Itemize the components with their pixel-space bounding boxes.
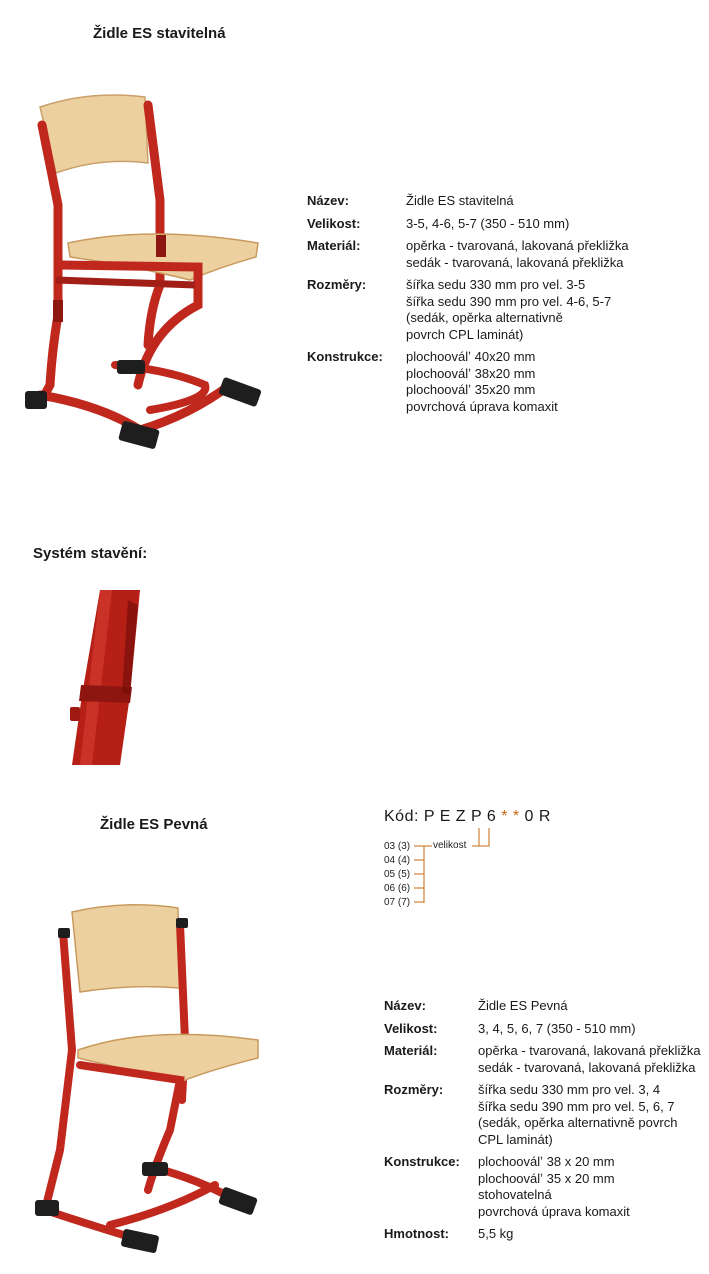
product-code-label: Kód: — [384, 808, 424, 825]
spec-row-dimensions — [384, 1082, 701, 1148]
product-code — [384, 808, 551, 826]
code-size-03: 03 (3) — [384, 841, 411, 852]
spec-value: povrchová úprava komaxit — [406, 398, 558, 414]
system-heading: Systém stavění: — [33, 545, 148, 562]
spec-key: Rozměry: — [307, 277, 367, 292]
code-size-06: 06 (6) — [384, 883, 411, 894]
spec-key: Velikost: — [384, 1020, 438, 1036]
code-size-05: 05 (5) — [384, 869, 411, 880]
spec-value: povrchová úprava komaxit — [478, 1203, 630, 1219]
chair2-title: Židle ES Pevná — [100, 816, 208, 833]
spec-value: plochooválʼ 38x20 mm — [406, 365, 536, 381]
spec-row-construction — [307, 349, 629, 415]
spec-value: plochooválʼ 40x20 mm — [406, 349, 536, 364]
spec-value: plochooválʼ 35x20 mm — [406, 382, 536, 397]
spec-value: Židle ES stavitelná — [406, 193, 514, 208]
spec-value: plochooválʼ 38 x 20 mm — [478, 1154, 615, 1169]
spec-value: Židle ES Pevná — [478, 998, 568, 1013]
chair1-title: Židle ES stavitelná — [93, 25, 226, 42]
spec-row-size — [307, 216, 629, 233]
spec-row-size — [384, 1021, 701, 1038]
spec-row-weight — [384, 1226, 701, 1243]
chair2-specs — [384, 998, 701, 1249]
spec-key: Konstrukce: — [307, 349, 383, 364]
spec-row-name — [307, 193, 629, 210]
spec-value: opěrka - tvarovaná, lakovaná překližka — [406, 238, 629, 253]
spec-key: Rozměry: — [384, 1082, 444, 1097]
code-size-label: velikost — [433, 840, 467, 851]
spec-value: šířka sedu 330 mm pro vel. 3-5 — [406, 277, 586, 292]
product-code-variable: * * — [501, 808, 520, 825]
spec-value: 3, 4, 5, 6, 7 (350 - 510 mm) — [478, 1020, 636, 1036]
spec-key: Materiál: — [307, 238, 361, 253]
spec-value: plochooválʼ 35 x 20 mm — [478, 1170, 615, 1186]
spec-row-name — [384, 998, 701, 1015]
product-code-prefix: P E Z P 6 — [423, 808, 502, 825]
spec-row-dimensions — [307, 277, 629, 343]
chair2-image — [30, 900, 265, 1265]
chair1-specs — [307, 193, 629, 421]
spec-value: šířka sedu 390 mm pro vel. 5, 6, 7 — [478, 1098, 675, 1114]
spec-row-material — [307, 238, 629, 271]
spec-value: (sedák, opěrka alternativně — [406, 310, 563, 325]
spec-key: Název: — [307, 193, 349, 208]
spec-value: povrch CPL laminát) — [406, 326, 524, 342]
adjustment-detail-image — [50, 585, 150, 765]
product-code-suffix: 0 R — [519, 808, 551, 825]
spec-value: stohovatelná — [478, 1187, 552, 1202]
spec-value: sedák - tvarovaná, lakovaná překližka — [478, 1059, 696, 1075]
chair1-image — [20, 85, 265, 465]
spec-value: sedák - tvarovaná, lakovaná překližka — [406, 254, 624, 270]
spec-key: Konstrukce: — [384, 1154, 460, 1169]
spec-value: opěrka - tvarovaná, lakovaná překližka — [478, 1043, 701, 1058]
spec-key: Hmotnost: — [384, 1226, 449, 1241]
spec-value: 3-5, 4-6, 5-7 (350 - 510 mm) — [406, 215, 570, 231]
spec-row-construction — [384, 1154, 701, 1220]
spec-value: šířka sedu 390 mm pro vel. 4-6, 5-7 — [406, 293, 612, 309]
code-size-07: 07 (7) — [384, 897, 411, 908]
spec-key: Materiál: — [384, 1043, 438, 1058]
spec-key: Velikost: — [307, 215, 361, 231]
spec-value: 5,5 kg — [478, 1226, 514, 1241]
spec-value: (sedák, opěrka alternativně povrch — [478, 1115, 678, 1130]
code-size-04: 04 (4) — [384, 855, 411, 866]
spec-value: šířka sedu 330 mm pro vel. 3, 4 — [478, 1082, 661, 1097]
spec-row-material — [384, 1043, 701, 1076]
spec-value: CPL laminát) — [478, 1131, 553, 1147]
spec-key: Název: — [384, 998, 426, 1013]
